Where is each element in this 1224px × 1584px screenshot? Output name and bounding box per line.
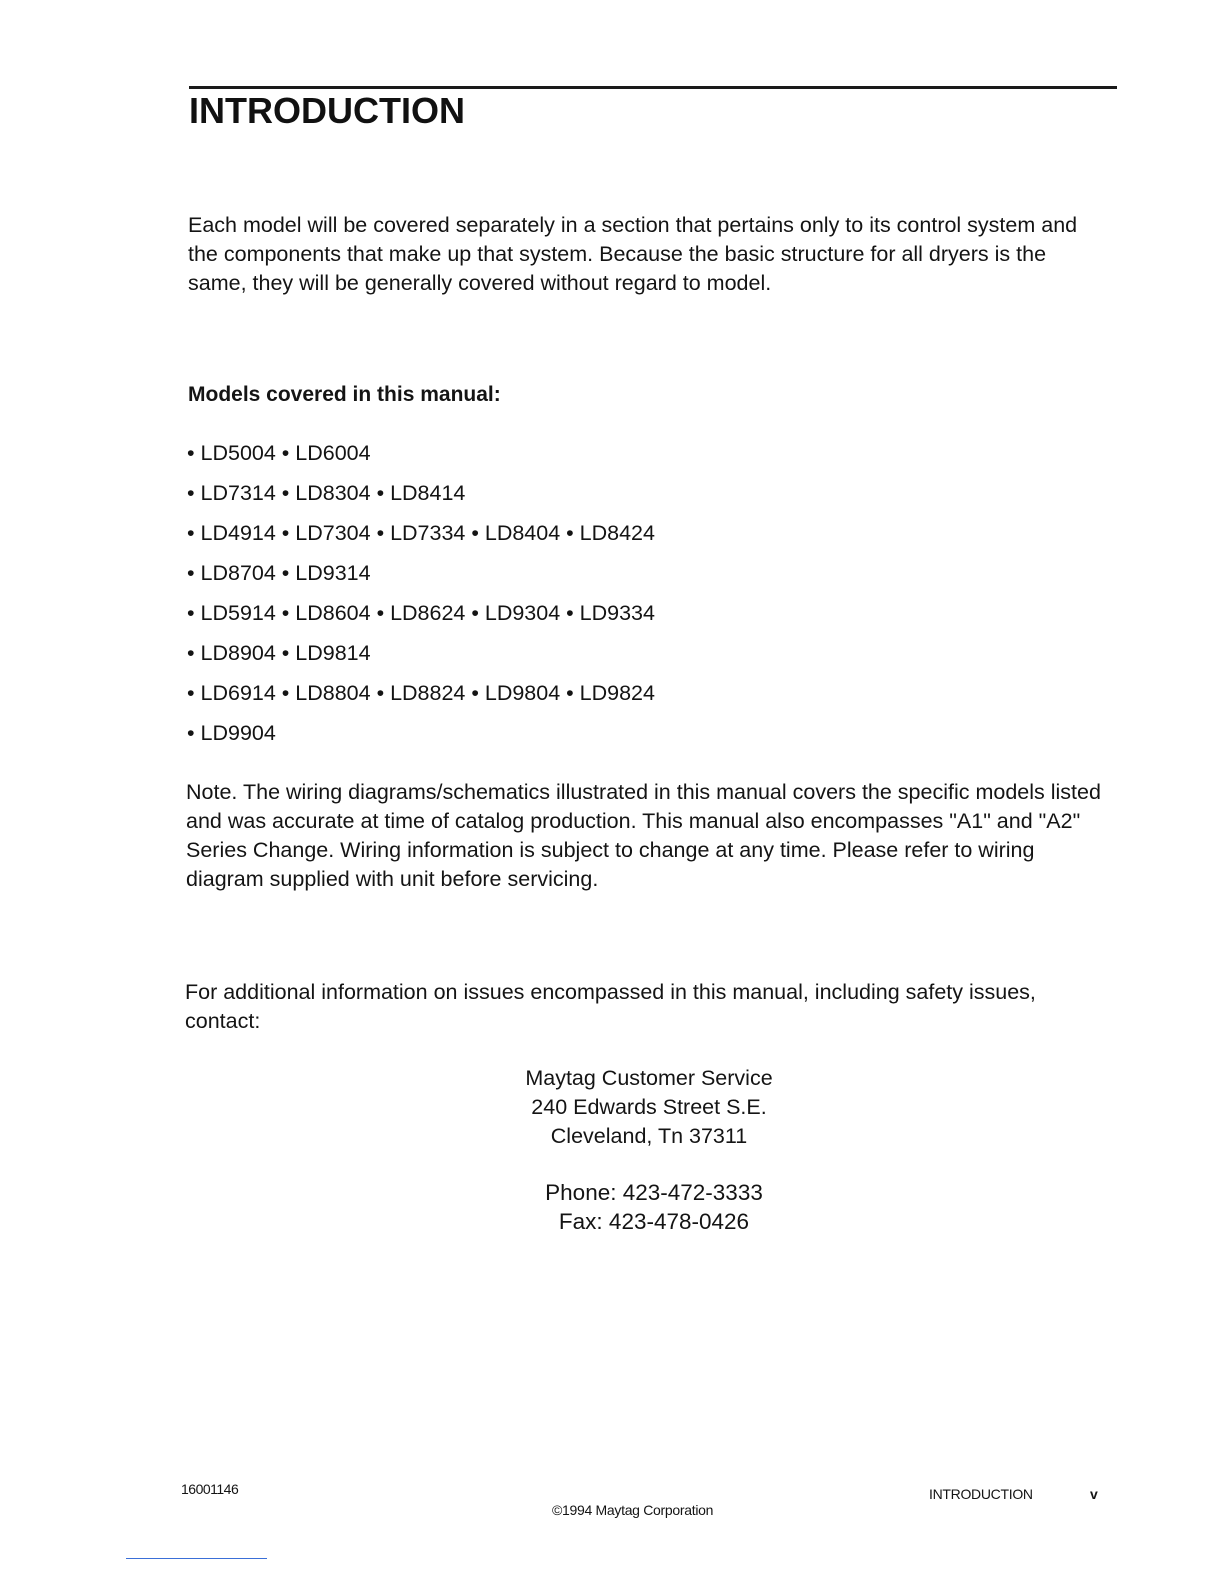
footer-doc-number: 16001146 [181, 1481, 239, 1497]
model-group: • LD5914 • LD8604 • LD8624 • LD9304 • LD9334 [187, 601, 655, 625]
footer-section-name: INTRODUCTION [929, 1486, 1033, 1502]
contact-paragraph: For additional information on issues encompassed in this manual, including safety issues, contact: [185, 980, 1036, 1033]
model-group: • LD8904 • LD9814 [187, 641, 371, 665]
model-group: • LD5004 • LD6004 [187, 441, 371, 465]
model-group: • LD8704 • LD9314 [187, 561, 371, 585]
models-list [187, 439, 655, 759]
model-group: • LD7314 • LD8304 • LD8414 [187, 481, 466, 505]
fax-number: Fax: 423-478-0426 [558, 1209, 750, 1234]
company-name: Maytag Customer Service [525, 1066, 773, 1090]
header-rule [189, 86, 1117, 89]
model-group: • LD9904 [187, 721, 276, 745]
footer-copyright: ©1994 Maytag Corporation [552, 1502, 714, 1518]
phone-number: Phone: 423-472-3333 [545, 1180, 763, 1205]
page-title: INTRODUCTION [189, 90, 465, 131]
street-address: 240 Edwards Street S.E. [531, 1095, 767, 1119]
footer-page-number: v [1090, 1486, 1098, 1502]
address-block [449, 1064, 849, 1151]
intro-paragraph: Each model will be covered separately in a section that pertains only to its control system and the components that make up that system. Because the basic structure for all dryers is the same, they will be generally covered without regard to model. [188, 213, 1078, 295]
model-group: • LD4914 • LD7304 • LD7334 • LD8404 • LD8424 [187, 521, 655, 545]
note-paragraph: Note. The wiring diagrams/schematics illustrated in this manual covers the specific models listed and was accurate at time of catalog production. This manual also encompasses "A1" and "A2" Series Change. Wiring information is subject to change at any time. Please refer to wiring diagram supplied with unit before servicing. [186, 780, 1101, 891]
phone-fax-block [454, 1178, 854, 1236]
city-state-zip: Cleveland, Tn 37311 [550, 1124, 748, 1148]
bottom-link-rule [126, 1558, 267, 1559]
models-heading: Models covered in this manual: [188, 383, 501, 406]
model-group: • LD6914 • LD8804 • LD8824 • LD9804 • LD9824 [187, 681, 655, 705]
